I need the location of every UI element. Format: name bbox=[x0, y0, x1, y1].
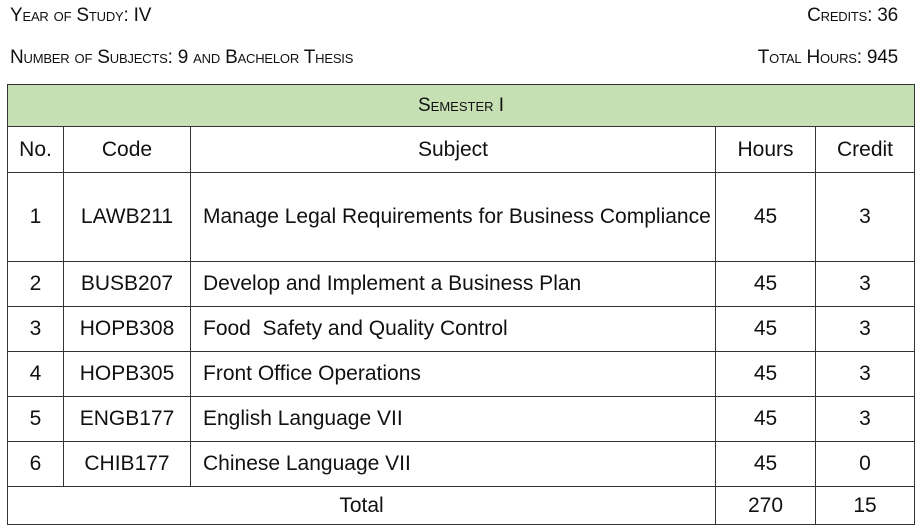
table-row bbox=[8, 307, 915, 352]
row-no: 5 bbox=[8, 397, 64, 442]
row-subject: Food Safety and Quality Control bbox=[191, 307, 716, 352]
row-hours: 45 bbox=[716, 262, 816, 307]
table-row bbox=[8, 173, 915, 262]
row-code: LAWB211 bbox=[64, 173, 191, 262]
total-hours: Total Hours: 945 bbox=[757, 47, 898, 68]
table-row bbox=[8, 442, 915, 487]
row-no: 3 bbox=[8, 307, 64, 352]
header-credit: Credit bbox=[816, 127, 915, 173]
row-credit: 0 bbox=[816, 442, 915, 487]
credits-total: Credits: 36 bbox=[807, 5, 898, 26]
number-of-subjects: Number of Subjects: 9 and Bachelor Thesis bbox=[10, 47, 354, 68]
row-no: 4 bbox=[8, 352, 64, 397]
row-credit: 3 bbox=[816, 307, 915, 352]
row-no: 2 bbox=[8, 262, 64, 307]
row-code: CHIB177 bbox=[64, 442, 191, 487]
row-hours: 45 bbox=[716, 352, 816, 397]
row-subject: Develop and Implement a Business Plan bbox=[191, 262, 716, 307]
header-hours: Hours bbox=[716, 127, 816, 173]
semester-title: Semester I bbox=[8, 85, 915, 127]
table-row bbox=[8, 397, 915, 442]
row-code: ENGB177 bbox=[64, 397, 191, 442]
row-code: HOPB308 bbox=[64, 307, 191, 352]
column-header-row bbox=[8, 127, 915, 173]
total-row bbox=[8, 487, 915, 525]
row-hours: 45 bbox=[716, 397, 816, 442]
row-subject: Front Office Operations bbox=[191, 352, 716, 397]
year-of-study: Year of Study: IV bbox=[10, 5, 152, 26]
row-credit: 3 bbox=[816, 262, 915, 307]
total-credit-value: 15 bbox=[816, 487, 915, 525]
row-credit: 3 bbox=[816, 173, 915, 262]
row-subject: Chinese Language VII bbox=[191, 442, 716, 487]
row-hours: 45 bbox=[716, 173, 816, 262]
semester-table bbox=[7, 84, 915, 525]
subjects-info-row bbox=[10, 47, 898, 69]
row-no: 6 bbox=[8, 442, 64, 487]
row-subject: Manage Legal Requirements for Business Compliance bbox=[191, 173, 716, 262]
row-credit: 3 bbox=[816, 352, 915, 397]
table-row bbox=[8, 262, 915, 307]
row-code: HOPB305 bbox=[64, 352, 191, 397]
header-no: No. bbox=[8, 127, 64, 173]
row-hours: 45 bbox=[716, 307, 816, 352]
study-info-row bbox=[10, 5, 898, 27]
row-subject: English Language VII bbox=[191, 397, 716, 442]
header-code: Code bbox=[64, 127, 191, 173]
row-code: BUSB207 bbox=[64, 262, 191, 307]
table-row bbox=[8, 352, 915, 397]
total-hours-value: 270 bbox=[716, 487, 816, 525]
total-label: Total bbox=[8, 487, 716, 525]
semester-header-row bbox=[8, 85, 915, 127]
header-subject: Subject bbox=[191, 127, 716, 173]
row-credit: 3 bbox=[816, 397, 915, 442]
row-no: 1 bbox=[8, 173, 64, 262]
row-hours: 45 bbox=[716, 442, 816, 487]
